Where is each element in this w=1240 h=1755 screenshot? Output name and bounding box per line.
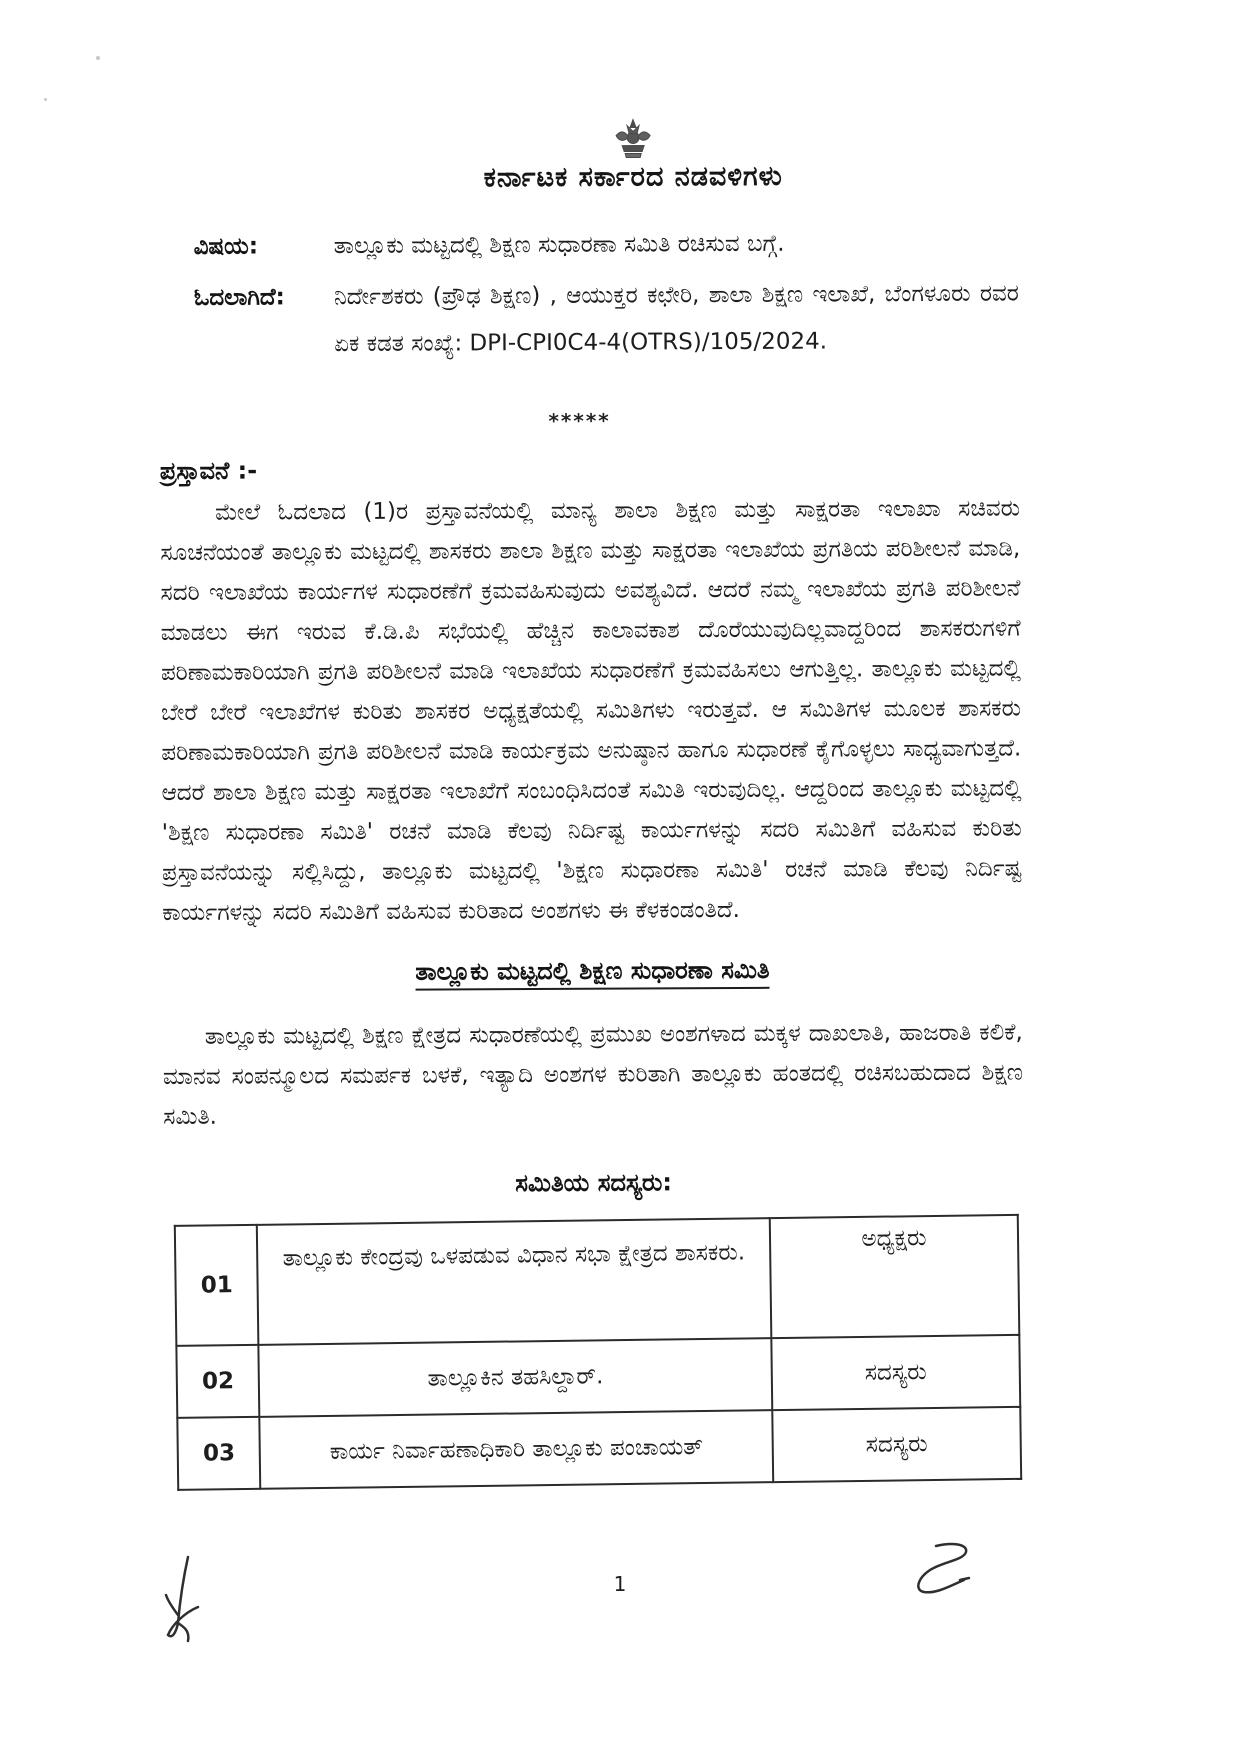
member-number: 02 <box>176 1345 259 1418</box>
read-row <box>194 270 1019 368</box>
meta-block <box>194 219 1020 368</box>
section-heading <box>162 954 1022 987</box>
member-role: ಅಧ್ಯಕ್ಷರು <box>770 1215 1020 1338</box>
subject-value: ತಾಲ್ಲೂಕು ಮಟ್ಟದಲ್ಲಿ ಶಿಕ್ಷಣ ಸುಧಾರಣಾ ಸಮಿತಿ ರಚಿಸುವ ಬಗ್ಗೆ. <box>333 230 785 260</box>
scan-speck <box>44 98 47 101</box>
members-table <box>174 1214 1022 1491</box>
member-description: ಕಾರ್ಯ ನಿರ್ವಾಹಣಾಧಿಕಾರಿ ತಾಲ್ಲೂಕು ಪಂಚಾಯತ್ <box>260 1410 773 1489</box>
signature-ink-right-icon <box>872 1540 972 1600</box>
karnataka-emblem-icon <box>612 115 654 159</box>
document-content <box>158 113 1025 1490</box>
table-row <box>177 1407 1021 1490</box>
document-title: ಕರ್ನಾಟಕ ಸರ್ಕಾರದ ನಡವಳಿಗಳು <box>483 160 783 194</box>
member-number: 03 <box>177 1417 260 1490</box>
read-value: ನಿರ್ದೇಶಕರು (ಪ್ರೌಢ ಶಿಕ್ಷಣ) , ಆಯುಕ್ತರ ಕಛೇರಿ, ಶಾಲಾ ಶಿಕ್ಷಣ ಇಲಾಖೆ, ಬೆಂಗಳೂರು ರವರ ಏಕ ಕಡತ ಸಂಖ್ಯೆ: DPI-CPI0C4-4(OTRS)/105/2024. <box>333 280 1019 358</box>
members-heading: ಸಮಿತಿಯ ಸದಸ್ಯರು: <box>515 1168 672 1198</box>
subject-row <box>194 219 1019 270</box>
member-description: ತಾಲ್ಲೂಕಿನ ತಹಸಿಲ್ದಾರ್. <box>259 1338 772 1417</box>
member-role: ಸದಸ್ಯರು <box>771 1335 1020 1410</box>
member-description: ತಾಲ್ಲೂಕು ಕೇಂದ್ರವು ಒಳಪಡುವ ವಿಧಾನ ಸಭಾ ಕ್ಷೇತ್ರದ ಶಾಸಕರು. <box>257 1218 771 1345</box>
member-number: 01 <box>175 1225 259 1346</box>
scan-speck <box>96 56 100 60</box>
member-role: ಸದಸ್ಯರು <box>772 1407 1021 1482</box>
preamble-heading: ಪ್ರಸ್ತಾವನೆ :- <box>159 456 258 485</box>
section-paragraph: ತಾಲ್ಲೂಕು ಮಟ್ಟದಲ್ಲಿ ಶಿಕ್ಷಣ ಕ್ಷೇತ್ರದ ಸುಧಾರಣೆಯಲ್ಲಿ ಪ್ರಮುಖ ಅಂಶಗಳಾದ ಮಕ್ಕಳ ದಾಖಲಾತಿ, ಹಾಜರಾತಿ ಕಲಿಕೆ, ಮಾನವ ಸಂಪನ್ಮೂಲದ ಸಮರ್ಪಕ ಬಳಕೆ, ಇತ್ಯಾದಿ ಅಂಶಗಳ ಕುರಿತಾಗಿ ತಾಲ್ಲೂಕು ಹಂತದಲ್ಲಿ ರಚಿಸಬಹುದಾದ ಶಿಕ್ಷಣ ಸಮಿತಿ. <box>162 1019 1024 1130</box>
page-number: 1 <box>613 1572 627 1596</box>
subject-label: ವಿಷಯ: <box>193 233 259 260</box>
star-separator: ***** <box>548 408 611 433</box>
section-heading-text: ತಾಲ್ಲೂಕು ಮಟ್ಟದಲ್ಲಿ ಶಿಕ್ಷಣ ಸುಧಾರಣಾ ಸಮಿತಿ <box>415 956 769 991</box>
table-row <box>176 1335 1020 1418</box>
read-label: ಓದಲಾಗಿದೆ: <box>193 284 285 311</box>
table-row <box>175 1215 1019 1346</box>
preamble-paragraph: ಮೇಲೆ ಓದಲಾದ (1)ರ ಪ್ರಸ್ತಾವನೆಯಲ್ಲಿ ಮಾನ್ಯ ಶಾಲಾ ಶಿಕ್ಷಣ ಮತ್ತು ಸಾಕ್ಷರತಾ ಇಲಾಖಾ ಸಚಿವರು ಸೂಚನೆಯಂತೆ ತಾಲ್ಲೂಕು ಮಟ್ಟದಲ್ಲಿ ಶಾಸಕರು ಶಾಲಾ ಶಿಕ್ಷಣ ಮತ್ತು ಸಾಕ್ಷರತಾ ಇಲಾಖೆಯ ಪ್ರಗತಿಯ ಪರಿಶೀಲನೆ ಮಾಡಿ, ಸದರಿ ಇಲಾಖೆಯ ಕಾರ್ಯಗಳ ಸುಧಾರಣೆಗೆ ಕ್ರಮವಹಿಸುವುದು ಅವಶ್ಯವಿದೆ. ಆದರೆ ನಮ್ಮ ಇಲಾಖೆಯ ಪ್ರಗತಿ ಪರಿಶೀಲನೆ ಮಾಡಲು ಈಗ ಇರುವ ಕೆ.ಡಿ.ಪಿ ಸಭೆಯಲ್ಲಿ ಹೆಚ್ಚಿನ ಕಾಲಾವಕಾಶ ದೊರೆಯುವುದಿಲ್ಲವಾದ್ದರಿಂದ ಶಾಸಕರುಗಳಿಗೆ ಪರಿಣಾಮಕಾರಿಯಾಗಿ ಪ್ರಗತಿ ಪರಿಶೀಲನೆ ಮಾಡಿ ಇಲಾಖೆಯ ಸುಧಾರಣೆಗೆ ಕ್ರಮವಹಿಸಲು ಆಗುತ್ತಿಲ್ಲ. ತಾಲ್ಲೂಕು ಮಟ್ಟದಲ್ಲಿ ಬೇರೆ ಬೇರೆ ಇಲಾಖೆಗಳ ಕುರಿತು ಶಾಸಕರ ಅಧ್ಯಕ್ಷತೆಯಲ್ಲಿ ಸಮಿತಿಗಳು ಇರುತ್ತವೆ. ಆ ಸಮಿತಿಗಳ ಮೂಲಕ ಶಾಸಕರು ಪರಿಣಾಮಕಾರಿಯಾಗಿ ಪ್ರಗತಿ ಪರಿಶೀಲನೆ ಮಾಡಿ ಕಾರ್ಯಕ್ರಮ ಅನುಷ್ಠಾನ ಹಾಗೂ ಸುಧಾರಣೆ ಕೈಗೊಳ್ಳಲು ಸಾಧ್ಯವಾಗುತ್ತದೆ. ಆದರೆ ಶಾಲಾ ಶಿಕ್ಷಣ ಮತ್ತು ಸಾಕ್ಷರತಾ ಇಲಾಖೆಗೆ ಸಂಬಂಧಿಸಿದಂತೆ ಸಮಿತಿ ಇರುವುದಿಲ್ಲ. ಆದ್ದರಿಂದ ತಾಲ್ಲೂಕು ಮಟ್ಟದಲ್ಲಿ 'ಶಿಕ್ಷಣ ಸುಧಾರಣಾ ಸಮಿತಿ' ರಚನೆ ಮಾಡಿ ಕೆಲವು ನಿರ್ದಿಷ್ಟ ಕಾರ್ಯಗಳನ್ನು ಸದರಿ ಸಮಿತಿಗೆ ವಹಿಸುವ ಕುರಿತು ಪ್ರಸ್ತಾವನೆಯನ್ನು ಸಲ್ಲಿಸಿದ್ದು, ತಾಲ್ಲೂಕು ಮಟ್ಟದಲ್ಲಿ 'ಶಿಕ್ಷಣ ಸುಧಾರಣಾ ಸಮಿತಿ' ರಚನೆ ಮಾಡಿ ಕೆಲವು ನಿರ್ದಿಷ್ಟ ಕಾರ್ಯಗಳನ್ನು ಸದರಿ ಸಮಿತಿಗೆ ವಹಿಸುವ ಕುರಿತಾದ ಅಂಶಗಳು ಈ ಕೆಳಕಂಡಂತಿದೆ. <box>160 495 1023 926</box>
signature-ink-left-icon <box>158 1555 218 1645</box>
